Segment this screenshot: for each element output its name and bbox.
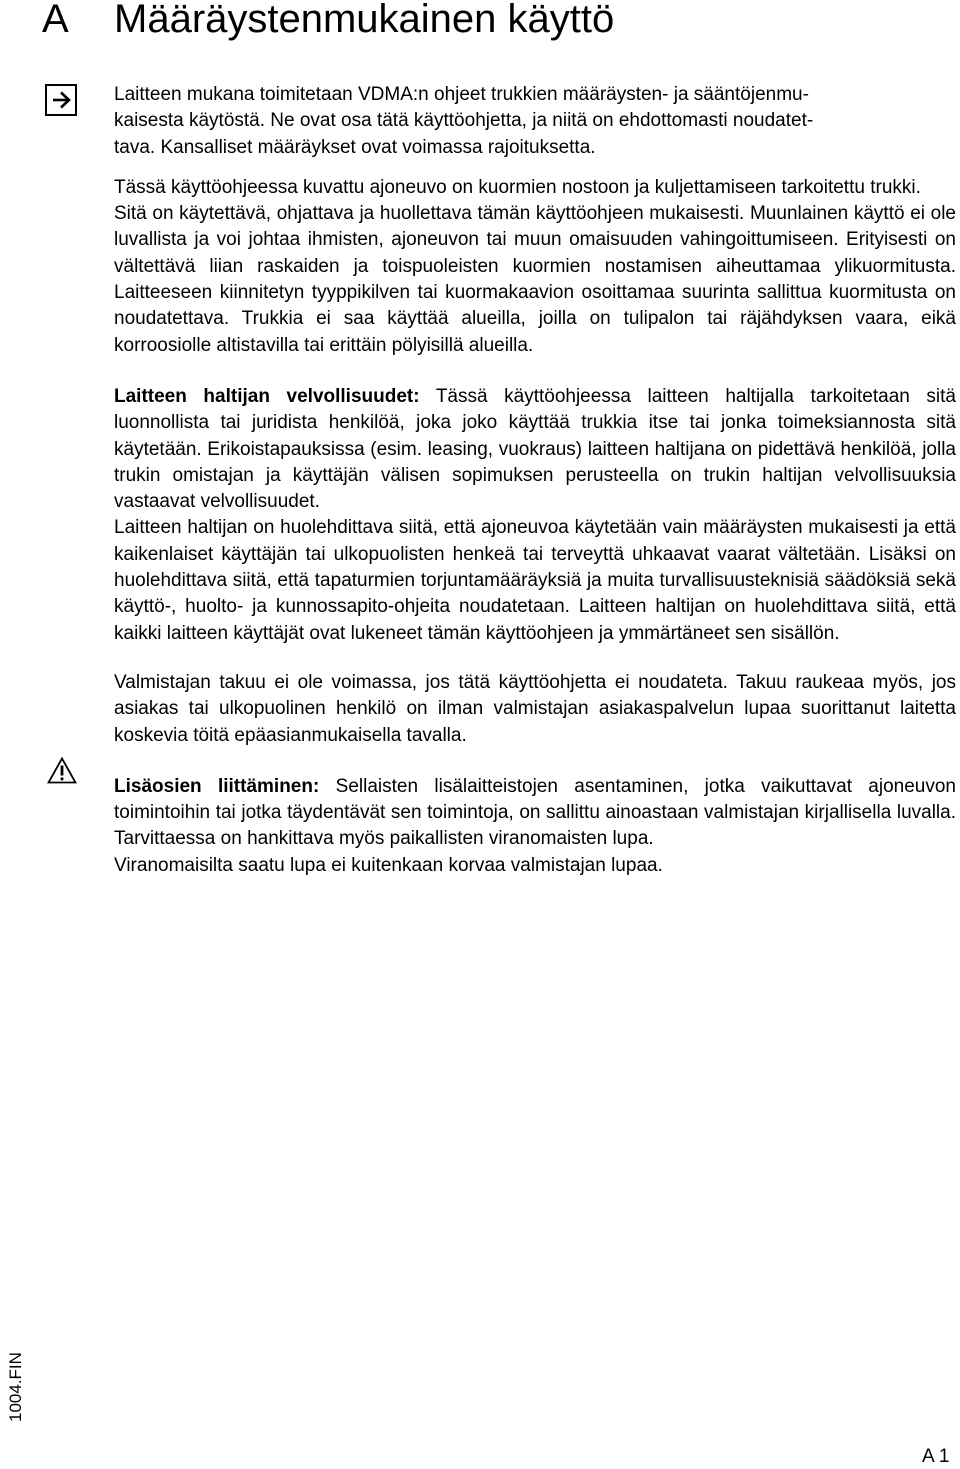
usage-rules-paragraph: Sitä on käytettävä, ohjattava ja huollettava tämän käyttöohjeen mukaisesti. Muunlainen käyttö ei ole luvallista ja voi johtaa ihmisten, ajoneuvon tai muun omaisuuden vahingoittumiseen. Erityisesti on vältettävä liian raskaiden ja toispuoleisten kuormien nostamisen aiheuttamaa ylikuormitusta. Laitteeseen kiinnitetyn tyyppikilven tai kuormakaavion osoittamaa suurinta sallittua kuormitusta on noudatettava. Trukkia ei saa käyttää alueilla, joilla on tulipalon tai räjähdyksen vaara, eikä korroosiolle altistavilla tai erittäin pölyisillä alueilla.	[114, 203, 956, 356]
usage-definition-paragraph: Tässä käyttöohjeessa kuvattu ajoneuvo on kuormien nostoon ja kuljettamiseen tarkoitettu trukki.	[114, 176, 921, 198]
vdma-note	[114, 82, 956, 161]
page-number: A 1	[922, 1446, 950, 1467]
warranty-paragraph: Valmistajan takuu ei ole voimassa, jos tätä käyttöohjetta ei noudateta. Takuu raukeaa myös, jos asiakas tai ulkopuolinen henkilö on ilman valmistajan asiakaspalvelun lupaa suorittanut laitetta koskevia töitä epäasianmukaisella tavalla.	[114, 671, 956, 746]
owner-duties-text: Tässä käyttöohjeessa laitteen haltijalla tarkoitetaan sitä luonnollista tai juridista henkilöä, joka joko käyttää trukkia itse tai jonka toimeksiannosta sitä käytetään. Erikoistapauksissa (esim. leasing, vuokraus) laitteen haltijana on pidettävä henkilöä, jolla trukin omistajan ja käyttäjän välisen sopimuksen perusteella on trukin haltijan velvollisuuksia vastaavat velvollisuudet.	[114, 385, 956, 513]
vdma-note-line: Laitteen mukana toimitetaan VDMA:n ohjeet trukkien määräysten- ja sääntöjenmu-	[114, 84, 809, 105]
attachments-heading: Lisäosien liittäminen:	[114, 775, 320, 797]
document-code: 1004.FIN	[6, 1352, 25, 1422]
arrow-right-glyph	[49, 88, 73, 112]
authority-permit-paragraph: Viranomaisilta saatu lupa ei kuitenkaan korvaa valmistajan lupaa.	[114, 854, 663, 876]
vdma-note-line: tava. Kansalliset määräykset ovat voimassa rajoituksetta.	[114, 136, 596, 158]
arrow-right-icon	[45, 84, 77, 116]
attachments-text: Sellaisten lisälaitteistojen asentaminen, jotka vaikuttavat ajoneuvon toimintoihin tai jotka täydentävät sen toimintoja, on sallittu ainoastaan valmistajan kirjallisella luvalla. Tarvittaessa on hankittava myös paikallisten viranomaisten lupa.	[114, 775, 956, 850]
document-body	[114, 82, 956, 879]
attachments-paragraph	[114, 774, 956, 853]
owner-duties-paragraph	[114, 384, 956, 515]
vdma-note-line: kaisesta käytöstä. Ne ovat osa tätä käyttöohjetta, ja niitä on ehdottomasti noudatet-	[114, 110, 814, 132]
owner-duties-heading: Laitteen haltijan velvollisuudet:	[114, 385, 420, 407]
warning-triangle-icon	[47, 757, 77, 784]
page-title: Määräystenmukainen käyttö	[114, 0, 615, 41]
owner-responsibility-paragraph: Laitteen haltijan on huolehdittava siitä, että ajoneuvoa käytetään vain määräysten mukaisesti ja että kaikenlaiset käyttäjän tai ulkopuolisten henkeä tai terveyttä uhkaavat vaarat vältetään. Lisäksi on huolehdittava siitä, että tapaturmien torjuntamääräyksiä ja muita turvallisuusteknisiä säädöksiä sekä käyttö-, huolto- ja kunnossapito-ohjeita noudatetaan. Laitteen haltijan on huolehdittava siitä, että kaikki laitteen käyttäjät ovat lukeneet tämän käyttöohjeen ja ymmärtäneet sen sisällön.	[114, 517, 956, 644]
chapter-letter: A	[42, 0, 69, 41]
